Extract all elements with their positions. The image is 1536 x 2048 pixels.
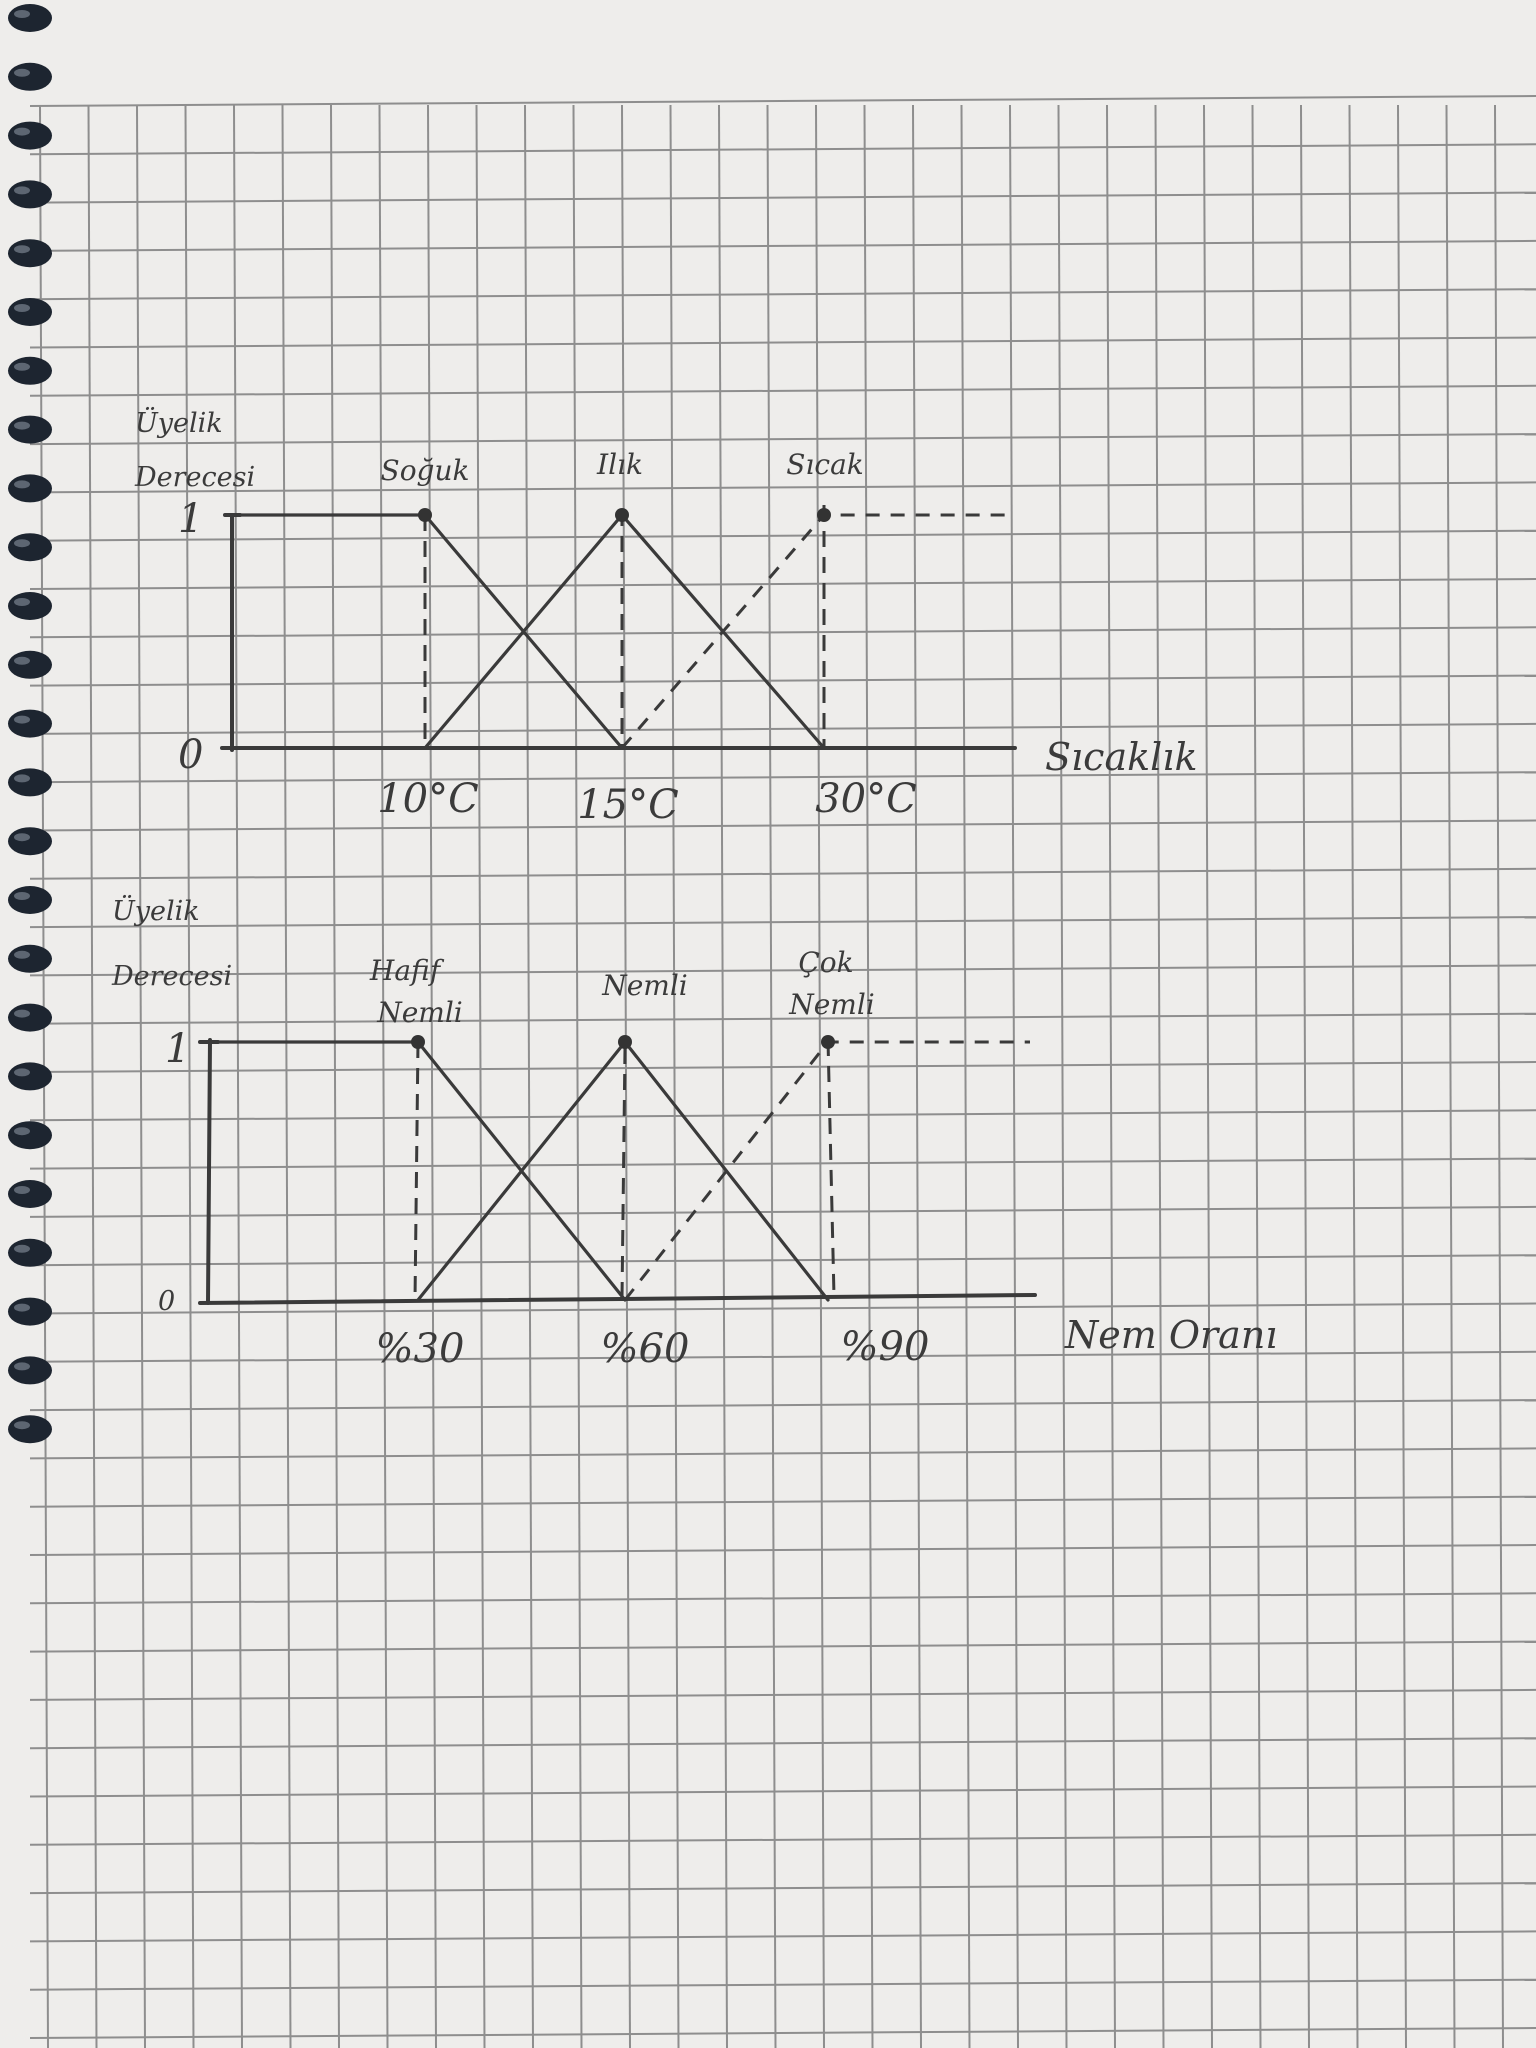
spiral-ring bbox=[8, 416, 52, 444]
spiral-ring-highlight bbox=[14, 892, 30, 900]
spiral-ring-highlight bbox=[14, 245, 30, 253]
temperature-series-3-peak-point bbox=[817, 508, 831, 522]
legend-label-soguk: Soğuk bbox=[380, 454, 470, 487]
spiral-ring-highlight bbox=[14, 1127, 30, 1135]
spiral-ring bbox=[8, 710, 52, 738]
spiral-ring bbox=[8, 768, 52, 796]
spiral-ring bbox=[8, 1356, 52, 1384]
x-tick-90: %90 bbox=[840, 1324, 930, 1370]
spiral-ring-highlight bbox=[14, 1010, 30, 1018]
temperature-series-1-peak-point bbox=[418, 508, 432, 522]
humidity-series-3-peak-point bbox=[821, 1035, 835, 1049]
x-axis-label: Sıcaklık bbox=[1045, 735, 1198, 779]
spiral-ring-highlight bbox=[14, 186, 30, 194]
spiral-ring bbox=[8, 1298, 52, 1326]
y-tick-one: 1 bbox=[165, 1026, 191, 1072]
humidity-series-2-peak-point bbox=[618, 1035, 632, 1049]
spiral-ring bbox=[8, 357, 52, 385]
spiral-ring-highlight bbox=[14, 716, 30, 724]
spiral-ring bbox=[8, 474, 52, 502]
spiral-ring-highlight bbox=[14, 480, 30, 488]
spiral-ring bbox=[8, 1180, 52, 1208]
spiral-ring-highlight bbox=[14, 774, 30, 782]
y-axis-label-line2: Derecesi bbox=[135, 462, 256, 493]
spiral-ring bbox=[8, 592, 52, 620]
y-tick-zero: 0 bbox=[158, 1286, 176, 1317]
spiral-ring bbox=[8, 1121, 52, 1149]
legend-label-cok-line2: Nemli bbox=[789, 988, 875, 1021]
legend-label-sicak: Sıcak bbox=[786, 448, 864, 481]
humidity-series-1-peak-point bbox=[411, 1035, 425, 1049]
spiral-ring-highlight bbox=[14, 1068, 30, 1076]
legend-label-hafif-line2: Nemli bbox=[377, 996, 463, 1029]
spiral-ring-highlight bbox=[14, 833, 30, 841]
spiral-ring-highlight bbox=[14, 422, 30, 430]
legend-label-ilik: Ilık bbox=[597, 448, 643, 481]
spiral-ring-highlight bbox=[14, 1304, 30, 1312]
spiral-ring bbox=[8, 180, 52, 208]
y-axis-label-line1: Üyelik bbox=[135, 408, 223, 439]
spiral-ring-highlight bbox=[14, 1186, 30, 1194]
spiral-ring bbox=[8, 827, 52, 855]
spiral-ring bbox=[8, 63, 52, 91]
spiral-ring bbox=[8, 1004, 52, 1032]
y-axis-label-line1: Üyelik bbox=[112, 896, 200, 927]
spiral-ring bbox=[8, 298, 52, 326]
y-axis-label-line2: Derecesi bbox=[112, 961, 233, 992]
spiral-ring bbox=[8, 4, 52, 32]
spiral-ring bbox=[8, 945, 52, 973]
spiral-ring bbox=[8, 886, 52, 914]
spiral-ring-highlight bbox=[14, 1245, 30, 1253]
spiral-ring bbox=[8, 122, 52, 150]
temperature-series-2-peak-point bbox=[615, 508, 629, 522]
spiral-ring-highlight bbox=[14, 10, 30, 18]
spiral-ring-highlight bbox=[14, 128, 30, 136]
spiral-ring bbox=[8, 1239, 52, 1267]
y-tick-zero: 0 bbox=[178, 732, 204, 778]
spiral-ring-highlight bbox=[14, 69, 30, 77]
x-tick-30c: 30°C bbox=[815, 776, 917, 822]
spiral-ring bbox=[8, 239, 52, 267]
x-tick-60: %60 bbox=[600, 1326, 690, 1372]
y-axis bbox=[208, 1040, 210, 1303]
spiral-ring bbox=[8, 651, 52, 679]
spiral-ring bbox=[8, 533, 52, 561]
spiral-ring-highlight bbox=[14, 363, 30, 371]
legend-label-nemli: Nemli bbox=[602, 969, 688, 1002]
spiral-ring-highlight bbox=[14, 1421, 30, 1429]
spiral-ring-highlight bbox=[14, 304, 30, 312]
legend-label-hafif-line1: Hafif bbox=[369, 954, 441, 987]
x-tick-15c: 15°C bbox=[577, 782, 679, 828]
y-tick-one: 1 bbox=[178, 496, 204, 542]
x-tick-30: %30 bbox=[375, 1326, 465, 1372]
spiral-ring bbox=[8, 1062, 52, 1090]
x-axis-label: Nem Oranı bbox=[1065, 1313, 1278, 1357]
spiral-ring-highlight bbox=[14, 1362, 30, 1370]
spiral-ring-highlight bbox=[14, 598, 30, 606]
spiral-ring-highlight bbox=[14, 539, 30, 547]
spiral-ring-highlight bbox=[14, 657, 30, 665]
spiral-ring-highlight bbox=[14, 951, 30, 959]
x-tick-10c: 10°C bbox=[377, 776, 479, 822]
spiral-ring bbox=[8, 1415, 52, 1443]
legend-label-cok-line1: Çok bbox=[798, 946, 854, 979]
